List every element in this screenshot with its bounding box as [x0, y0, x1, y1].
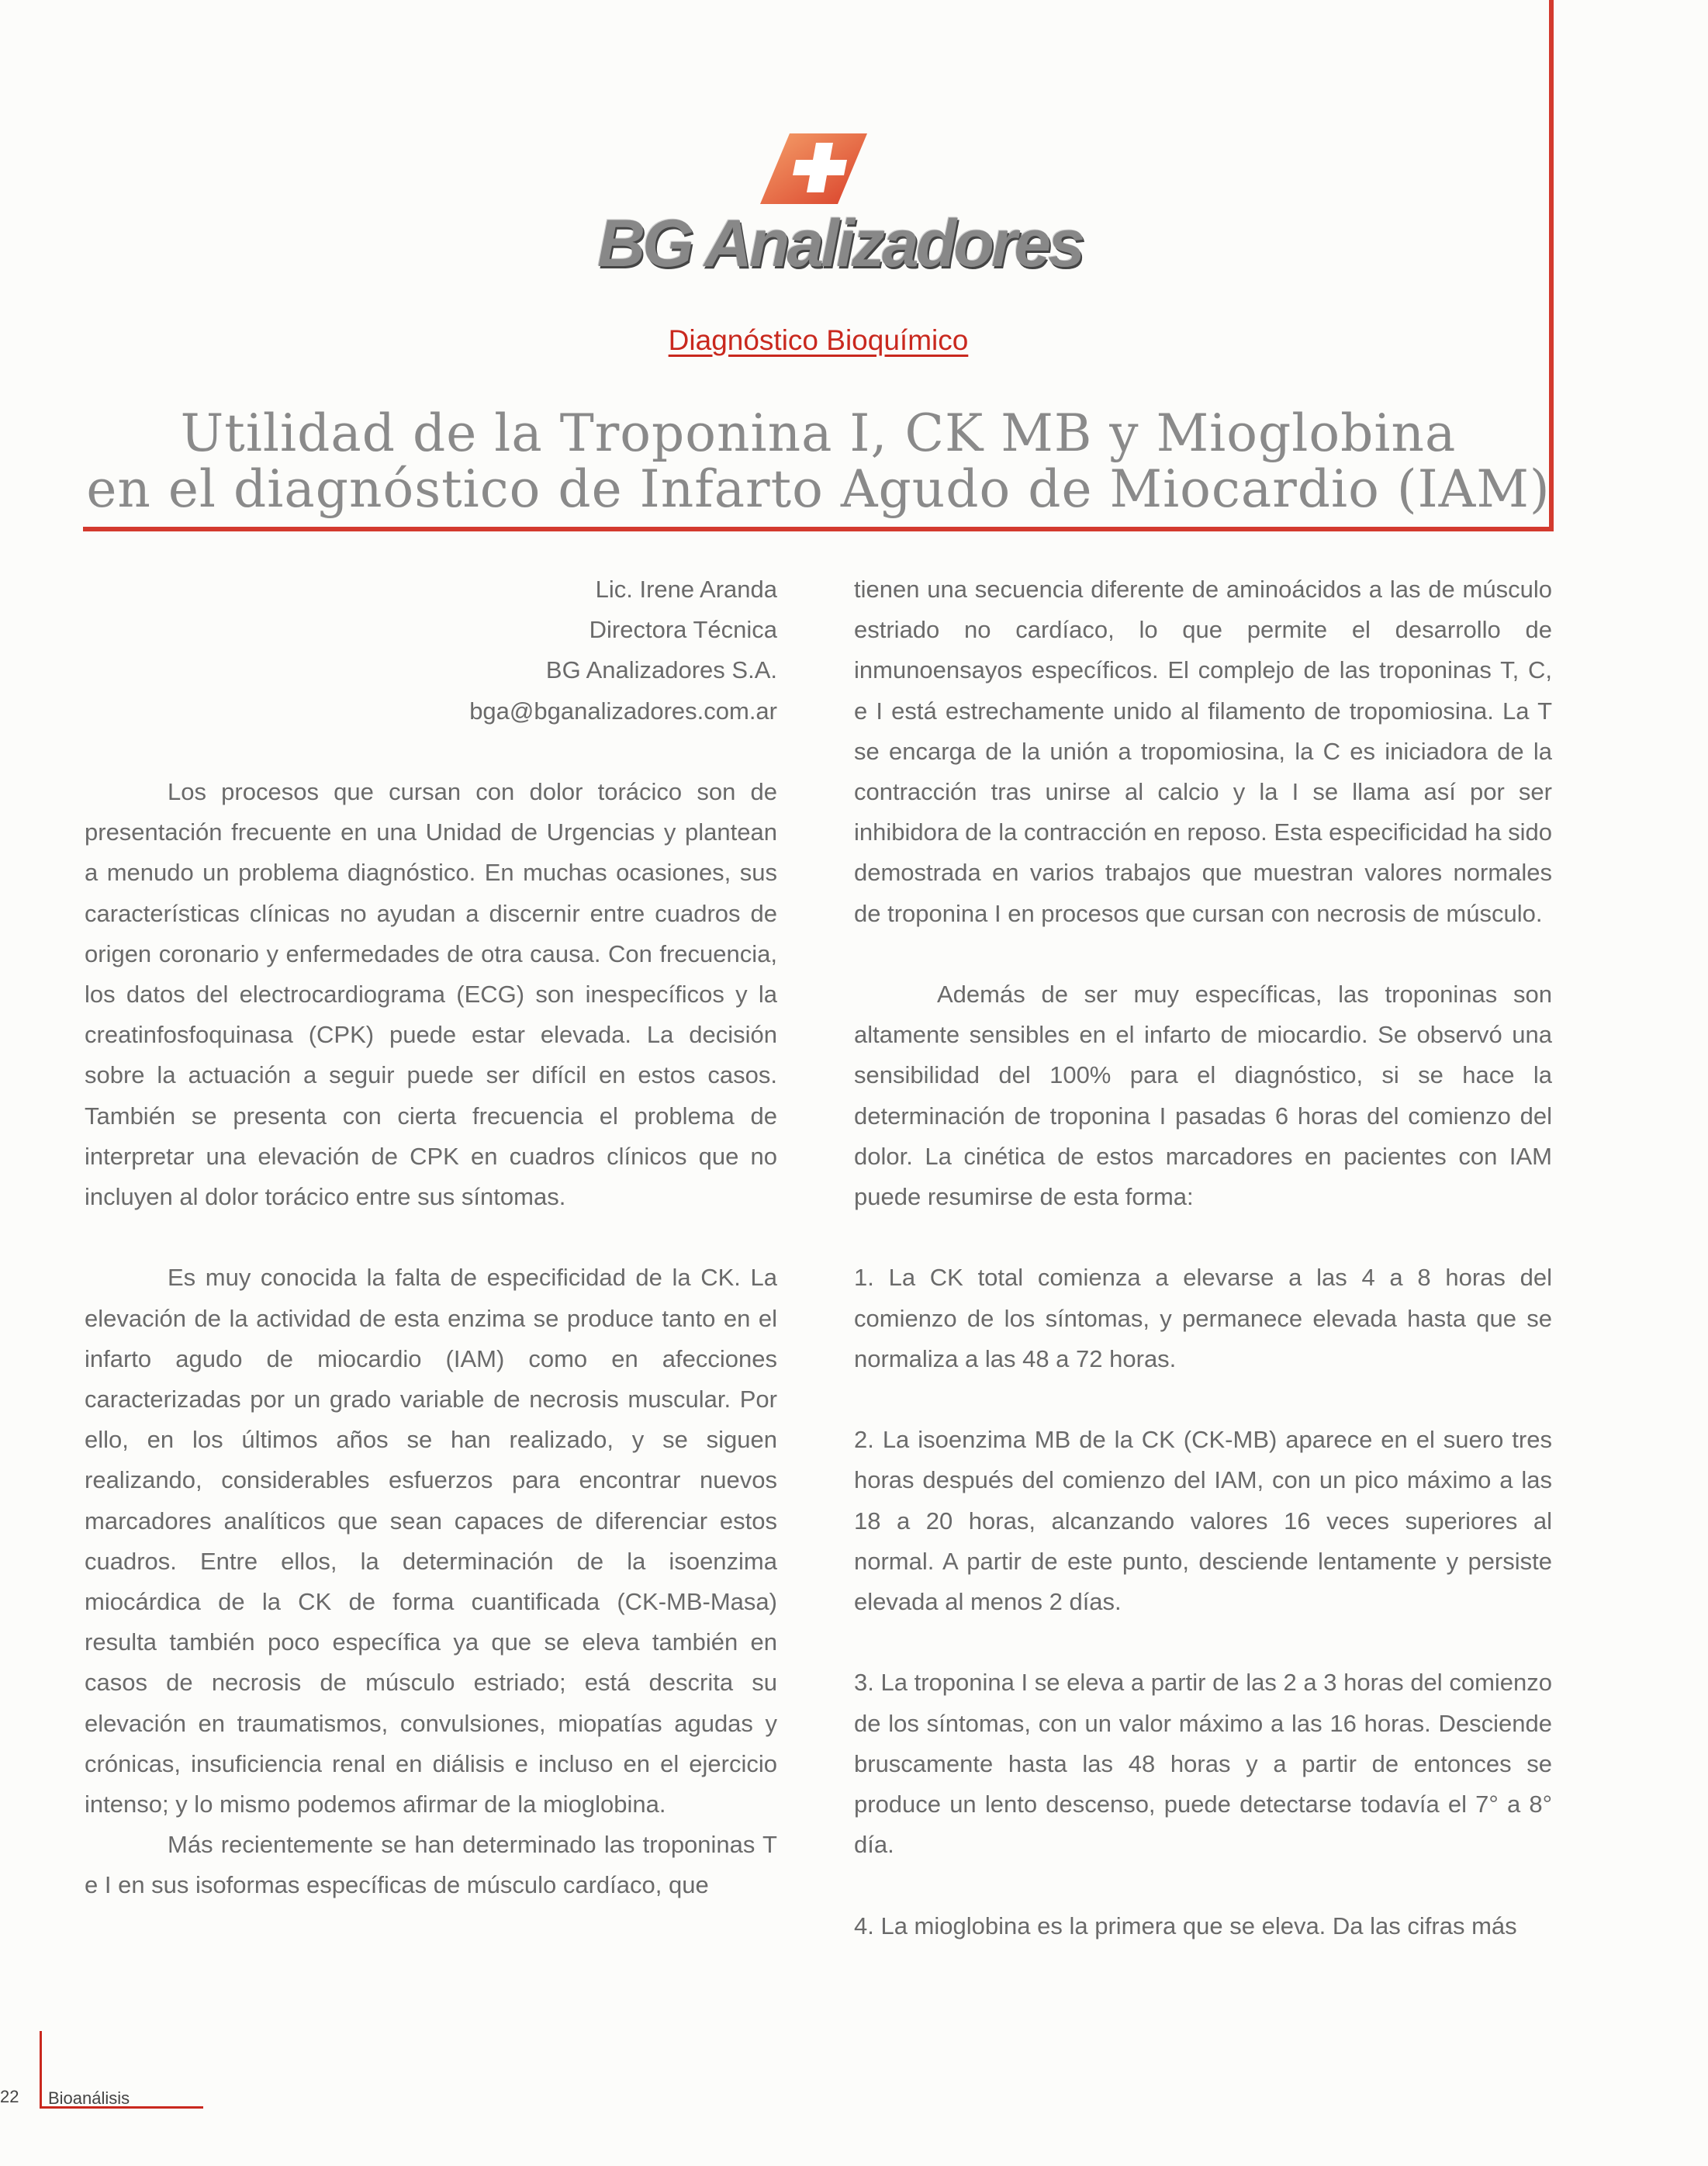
author-role: Directora Técnica [589, 616, 777, 644]
left-column [85, 569, 777, 1906]
page-number: 22 [0, 2087, 19, 2106]
swiss-cross-flag-icon [760, 132, 869, 206]
author-company: BG Analizadores S.A. [545, 656, 777, 684]
footer-rule-vertical [40, 2031, 42, 2108]
paragraph: Los procesos que cursan con dolor torácico son de presentación frecuente en una Unidad de Urgencias y plantean a menudo un problema diagnóstico. En muchas ocasiones, sus características clínicas no ayudan a discernir entre cuadros de origen coronario y enfermedades de otra causa. Con frecuencia, los datos del electrocardiograma (ECG) son inespecíficos y la creatinfosfoquinasa (CPK) puede estar elevada. La decisión sobre la actuación a seguir puede ser difícil en estos casos. También se presenta con cierta frecuencia el problema de interpretar una elevación de CPK en cuadros clínicos que no incluyen al dolor torácico entre sus síntomas. [85, 777, 777, 1210]
header-divider [83, 527, 1554, 531]
author-name: Lic. Irene Aranda [595, 576, 777, 603]
author-block [85, 569, 777, 732]
author-email: bga@bganalizadores.com.ar [469, 697, 777, 725]
paragraph: Además de ser muy específicas, las troponinas son altamente sensibles en el infarto de miocardio. Se observó una sensibilidad del 100% para el diagnóstico, si se hace la determinación de troponina I pasadas 6 horas del comienzo del dolor. La cinética de estos marcadores en pacientes con IAM puede resumirse de esta forma: [854, 981, 1552, 1211]
article-title-line-1: Utilidad de la Troponina I, CK MB y Mioglobina [180, 403, 1457, 463]
paragraph: Más recientemente se han determinado las troponinas T e I en sus isoformas específicas de músculo cardíaco, que [85, 1831, 777, 1899]
article-title-line-2: en el diagnóstico de Infarto Agudo de Miocardio (IAM) [86, 459, 1551, 519]
list-item: 1. La CK total comienza a elevarse a las 4 a 8 horas del comienzo de los síntomas, y permanece elevada hasta que se normaliza a las 48 a 72 horas. [854, 1264, 1552, 1372]
journal-name: Bioanálisis [48, 2088, 130, 2108]
paragraph: Es muy conocida la falta de especificidad de la CK. La elevación de la actividad de esta enzima se produce tanto en el infarto agudo de miocardio (IAM) como en afecciones caracterizadas por un grado variable de necrosis muscular. Por ello, en los últimos años se han realizado, y se siguen realizando, considerables esfuerzos para encontrar nuevos marcadores analíticos que sean capaces de diferenciar estos cuadros. Entre ellos, la determinación de la isoenzima miocárdica de la CK de forma cuantificada (CK-MB-Masa) resulta también poco específica ya que se eleva también en casos de necrosis de músculo estriado; está descrita su elevación en traumatismos, convulsiones, miopatías agudas y crónicas, insuficiencia renal en diálisis e incluso en el ejercicio intenso; y lo mismo podemos afirmar de la mioglobina. [85, 1264, 777, 1818]
paragraph: tienen una secuencia diferente de aminoácidos a las de músculo estriado no cardíaco, lo que permite el desarrollo de inmunoensayos específicos. El complejo de las troponinas T, C, e I está estrechamente unido al filamento de tropomiosina. La T se encarga de la unión a tropomiosina, la C es iniciadora de la contracción tras unirse al calcio y la I se llama así por ser inhibidora de la contracción en reposo. Esta especificidad ha sido demostrada en varios trabajos que muestran valores normales de troponina I en procesos que cursan con necrosis de músculo. [854, 576, 1552, 927]
logo-wordmark: BG Analizadores [597, 206, 1082, 281]
list-item: 4. La mioglobina es la primera que se eleva. Da las cifras más [854, 1912, 1517, 1939]
brand-logo [597, 132, 1082, 281]
list-item: 2. La isoenzima MB de la CK (CK-MB) aparece en el suero tres horas después del comienzo del IAM, con un pico máximo a las 18 a 20 horas, alcanzando valores 16 veces superiores al normal. A partir de este punto, desciende lentamente y persiste elevada al menos 2 días. [854, 1426, 1552, 1616]
right-column [854, 569, 1552, 1946]
list-item: 3. La troponina I se eleva a partir de las 2 a 3 horas del comienzo de los síntomas, con un valor máximo a las 16 horas. Desciende bruscamente hasta las 48 horas y a partir de entonces se produce un lento descenso, puede detectarse todavía el 7° a 8° día. [854, 1669, 1552, 1859]
section-label: Diagnóstico Bioquímico [668, 324, 969, 356]
